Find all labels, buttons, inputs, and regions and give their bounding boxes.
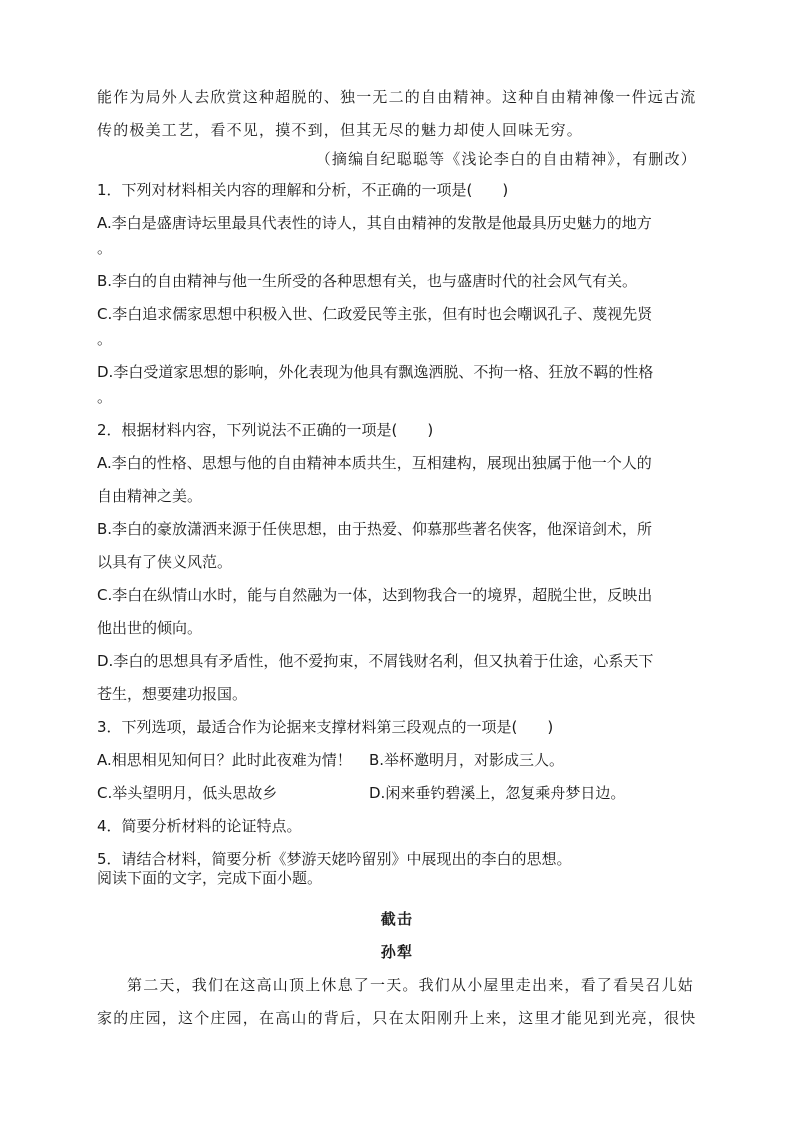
story-line: 家的庄园，这个庄园，在高山的背后，只在太阳刚升上来，这里才能见到光亮，很快 (97, 1009, 697, 1027)
option-b: B.举杯邀明月，对影成三人。 (369, 751, 565, 769)
option-c: C.李白在纵情山水时，能与自然融为一体，达到物我合一的境界，超脱尘世，反映出 (97, 586, 653, 604)
option-d-cont: 。 (97, 388, 113, 406)
passage-tail (97, 88, 697, 140)
option-d: D.李白受道家思想的影响，外化表现为他具有飘逸洒脱、不拘一格、狂放不羁的性格 (97, 363, 654, 381)
question-3 (97, 718, 697, 803)
question-stem: 1．下列对材料相关内容的理解和分析，不正确的一项是( ) (97, 181, 509, 199)
option-a: A.李白是盛唐诗坛里最具代表性的诗人，其自由精神的发散是他最具历史魅力的地方 (97, 214, 652, 232)
option-c: C.举头望明月，低头思故乡 (97, 784, 278, 802)
option-d: D.闲来垂钓碧溪上，忽复乘舟梦日边。 (369, 784, 626, 802)
option-a-cont: 。 (97, 239, 113, 257)
story-title: 截击 (380, 910, 414, 928)
option-b: B.李白的自由精神与他一生所受的各种思想有关，也与盛唐时代的社会风气有关。 (97, 272, 638, 290)
question-1 (97, 181, 697, 407)
question-4: 4．简要分析材料的论证特点。 (97, 817, 302, 835)
question-stem: 3．下列选项，最适合作为论据来支撑材料第三段观点的一项是( ) (97, 718, 554, 736)
story-author: 孙犁 (380, 943, 414, 961)
question-2 (97, 421, 697, 704)
reading-instruction: 阅读下面的文字，完成下面小题。 (97, 869, 323, 887)
story-line: 第二天，我们在这高山顶上休息了一天。我们从小屋里走出来，看了看吴召儿姑 (127, 976, 695, 994)
option-c-cont: 他出世的倾向。 (97, 619, 203, 637)
option-d: D.李白的思想具有矛盾性，他不爱拘束，不屑钱财名利，但又执着于仕途，心系天下 (97, 652, 654, 670)
option-d-cont: 苍生，想要建功报国。 (97, 685, 248, 703)
question-5: 5．请结合材料，简要分析《梦游天姥吟留别》中展现出的李白的思想。 (97, 850, 572, 868)
passage-line: 传的极美工艺，看不见，摸不到，但其无尽的魅力却使人回味无穷。 (97, 121, 584, 139)
document-page (97, 88, 697, 1028)
options-row-2 (97, 784, 697, 803)
option-b: B.李白的豪放潇洒来源于任侠思想，由于热爱、仰慕那些著名侠客，他深谙剑术，所 (97, 520, 653, 538)
source-note: （摘编自纪聪聪等《浅论李白的自由精神》，有删改） (315, 150, 697, 168)
option-a: A.李白的性格、思想与他的自由精神本质共生，互相建构，展现出独属于他一个人的 (97, 454, 652, 472)
option-c: C.李白追求儒家思想中积极入世、仁政爱民等主张，但有时也会嘲讽孔子、蔑视先贤 (97, 305, 653, 323)
passage-line: 能作为局外人去欣赏这种超脱的、独一无二的自由精神。这种自由精神像一件远古流 (97, 88, 697, 106)
option-c-cont: 。 (97, 330, 113, 348)
option-b-cont: 以具有了侠义风范。 (97, 553, 233, 571)
option-a-cont: 自由精神之美。 (97, 487, 203, 505)
options-row-1 (97, 751, 697, 770)
question-stem: 2．根据材料内容，下列说法不正确的一项是( ) (97, 421, 434, 439)
option-a: A.相思相见知何日？此时此夜难为情！ (97, 751, 352, 769)
